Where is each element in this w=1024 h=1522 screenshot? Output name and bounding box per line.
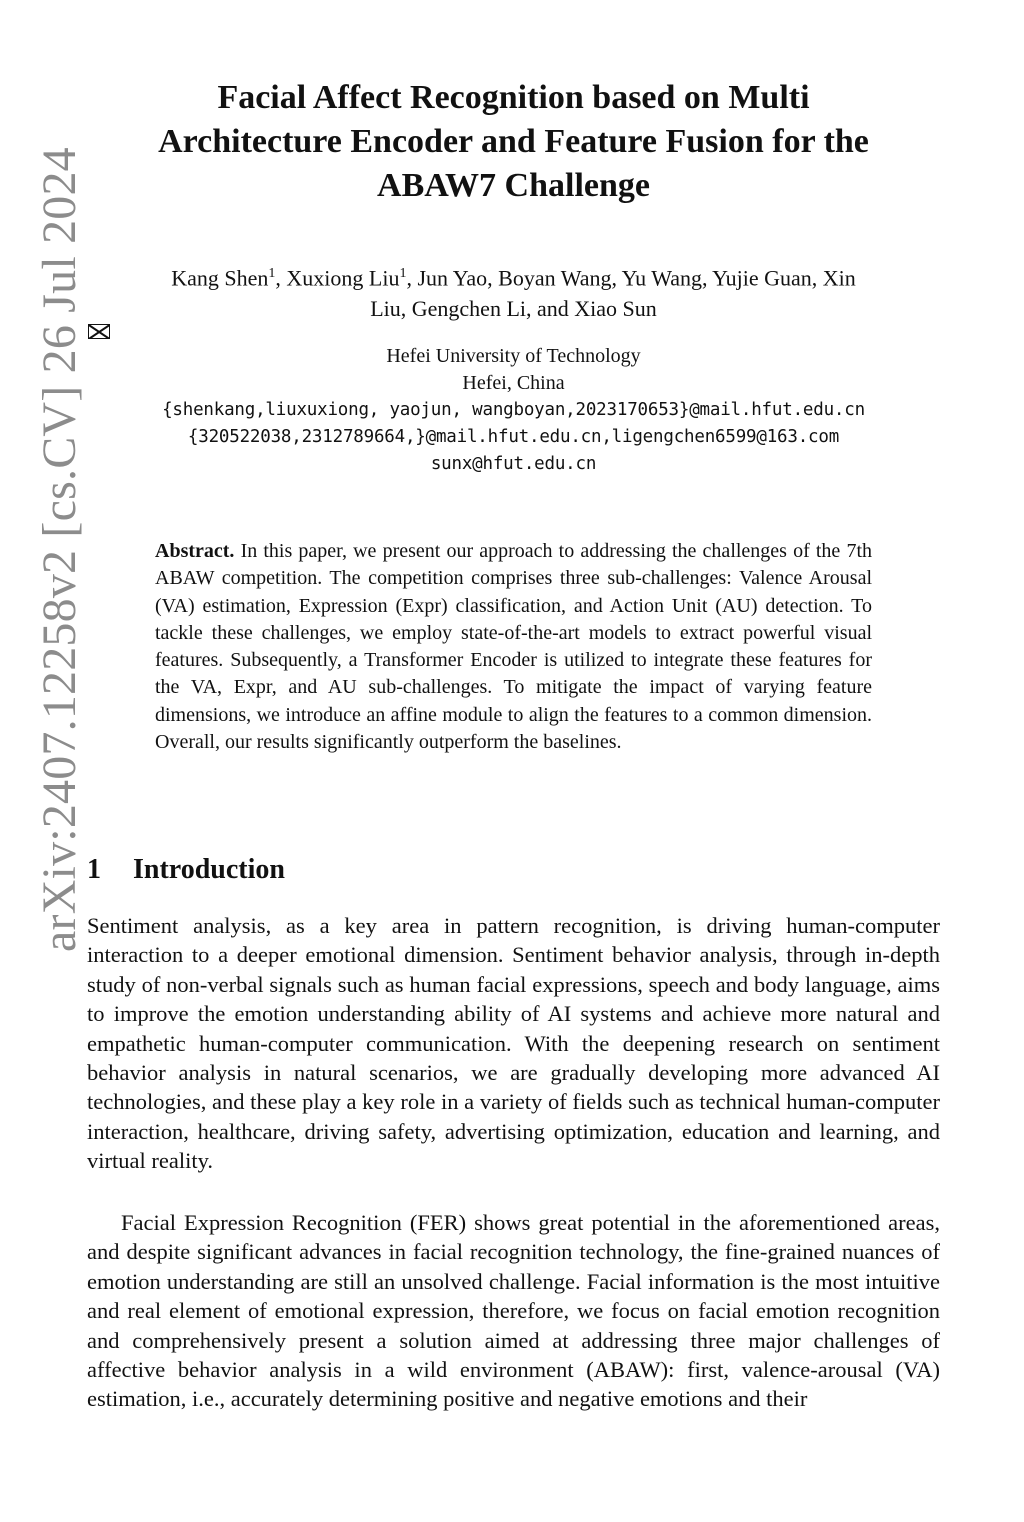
institution-location: Hefei, China (462, 372, 565, 394)
email-line: {shenkang,liuxuxiong, yaojun, wangboyan,2023170653}@mail.hfut.edu.cn (162, 400, 865, 420)
title-line: ABAW7 Challenge (377, 167, 650, 204)
title-line: Architecture Encoder and Feature Fusion for the (158, 123, 869, 160)
affiliation-marker: 1 (268, 266, 276, 281)
author-line (87, 293, 940, 339)
body-paragraph: Sentiment analysis, as a key area in pattern recognition, is driving human-computer interaction to a deeper emotional dimension. Sentiment behavior analysis, through in-depth study of non-verbal signals such as human facial expressions, speech and body language, aims to improve the emotion understanding ability of AI systems and achieve more natural and empathetic human-computer communication. With the deepening research on sentiment behavior analysis in natural scenarios, we are gradually developing more advanced AI technologies, and these play a key role in a variety of fields such as technical human-computer interaction, healthcare, driving safety, advertising optimization, education and learning, and virtual reality. (87, 913, 940, 1174)
author-names: Liu, Gengchen Li, and Xiao Sun (370, 296, 657, 322)
affiliation-block (87, 343, 940, 478)
paper-title (87, 76, 940, 208)
section-title: Introduction (133, 854, 285, 885)
author-name: Kang Shen (171, 265, 269, 291)
author-line (87, 258, 940, 293)
envelope-icon (88, 324, 110, 339)
section-number: 1 (87, 854, 101, 885)
author-names: , Jun Yao, Boyan Wang, Yu Wang, Yujie Guan, Xin (406, 265, 856, 291)
email-line: {320522038,2312789664,}@mail.hfut.edu.cn,ligengchen6599@163.com (187, 427, 840, 447)
abstract-text: In this paper, we present our approach to addressing the challenges of the 7th ABAW competition. The competition comprises three sub-challenges: Valence Arousal (VA) estimation, Expression (Expr) classification, and Action Unit (AU) detection. To tackle these challenges, we employ state-of-the-art models to extract powerful visual features. Subsequently, a Transformer Encoder is utilized to integrate these features for the VA, Expr, and AU sub-challenges. To mitigate the impact of varying feature dimensions, we introduce an affine module to align the features to a common dimension. Overall, our results significantly outperform the baselines. (155, 540, 872, 754)
abstract (155, 538, 872, 756)
arxiv-identifier-stamp: arXiv:2407.12258v2 [cs.CV] 26 Jul 2024 (33, 147, 86, 952)
body-paragraph: Facial Expression Recognition (FER) shows great potential in the aforementioned areas, and despite significant advances in facial recognition technology, the fine-grained nuances of emotion understanding are still an unsolved challenge. Facial information is the most intuitive and real element of emotional expression, therefore, we focus on facial emotion recognition and comprehensively present a solution aimed at addressing three major challenges of affective behavior analysis in a wild environment (ABAW): first, valence-arousal (VA) estimation, i.e., accurately determining positive and negative emotions and their (87, 1210, 940, 1412)
institution-name: Hefei University of Technology (386, 345, 641, 367)
author-list (87, 258, 940, 339)
affiliation-marker: 1 (399, 266, 407, 281)
author-name: , Xuxiong Liu (275, 265, 400, 291)
email-line: sunx@hfut.edu.cn (430, 454, 597, 474)
abstract-label: Abstract. (155, 540, 235, 562)
title-line: Facial Affect Recognition based on Multi (217, 79, 810, 116)
section-heading (87, 852, 285, 888)
